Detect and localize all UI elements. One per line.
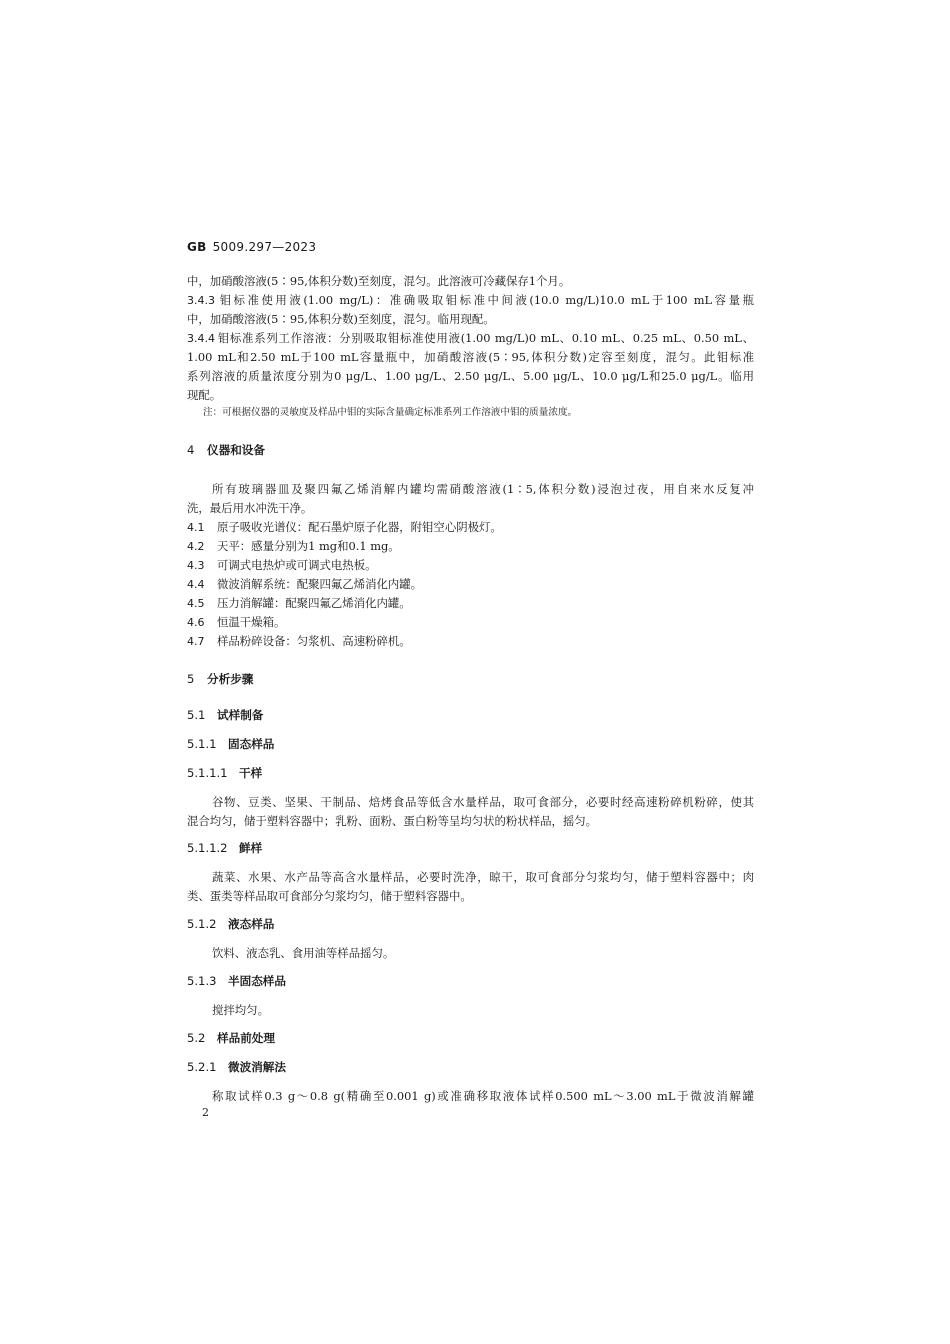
section-number: 5.1.1 [187, 737, 217, 751]
clause-3-4-4-line-2: 1.00 mL和2.50 mL于100 mL容量瓶中，加硝酸溶液(5∶95,体积分数)定容至刻度，混匀。此钼标准 [187, 350, 754, 364]
section-5-1-3-heading [187, 973, 286, 989]
clause-3-4-4-line-1: 3.4.4 钼标准系列工作溶液：分别吸取钼标准使用液(1.00 mg/L)0 mL、0.10 mL、0.25 mL、0.50 mL、 [187, 329, 754, 348]
section-number: 5.1.1.1 [187, 766, 228, 780]
section-4-intro-line-2: 洗，最后用水冲洗干净。 [187, 501, 313, 515]
list-item: 4.6 恒温干燥箱。 [187, 615, 286, 629]
paragraph-line: 中，加硝酸溶液(5∶95,体积分数)至刻度，混匀。此溶液可冷藏保存1个月。 [187, 274, 571, 288]
section-5-2-1-heading [187, 1059, 286, 1075]
clause-3-4-3-line-1: 3.4.3 钼标准使用液(1.00 mg/L)：准确吸取钼标准中间液(10.0 mg/L)10.0 mL于100 mL容量瓶 [187, 291, 754, 310]
section-5-1-1-2-line-2: 类、蛋类等样品取可食部分匀浆均匀，储于塑料容器中。 [187, 889, 472, 903]
standard-prefix: GB [187, 240, 207, 254]
section-5-1-1-2-heading [187, 840, 262, 856]
clause-3-4-3-line-2: 中，加硝酸溶液(5∶95,体积分数)至刻度，混匀。临用现配。 [187, 312, 495, 326]
section-title: 固态样品 [228, 737, 275, 751]
section-title: 半固态样品 [228, 974, 286, 988]
section-title: 样品前处理 [217, 1031, 275, 1045]
section-title: 仪器和设备 [207, 443, 265, 457]
section-number: 5.1.1.2 [187, 841, 228, 855]
list-item: 4.4 微波消解系统：配聚四氟乙烯消化内罐。 [187, 577, 423, 591]
section-number: 5.1.2 [187, 917, 217, 931]
section-5-1-2-heading [187, 916, 274, 932]
clause-number: 3.4.3 [187, 294, 215, 307]
section-number: 5.2 [187, 1031, 206, 1045]
section-number: 5.1 [187, 708, 206, 722]
section-title: 液态样品 [228, 917, 275, 931]
section-5-2-1-line-1: 称取试样0.3 g～0.8 g(精确至0.001 g)或准确移取液体试样0.500 mL～3.00 mL于微波消解罐 [212, 1089, 754, 1103]
list-item: 4.7 样品粉碎设备：匀浆机、高速粉碎机。 [187, 634, 411, 648]
section-5-1-3-text: 搅拌均匀。 [212, 1003, 269, 1017]
section-5-heading [187, 671, 253, 687]
clause-number: 3.4.4 [187, 332, 215, 345]
section-number: 5.2.1 [187, 1060, 217, 1074]
section-5-1-1-2-line-1: 蔬菜、水果、水产品等高含水量样品，必要时洗净，晾干，取可食部分匀浆均匀，储于塑料容器中；肉 [212, 870, 754, 884]
section-number: 5 [187, 672, 195, 686]
section-5-1-1-1-line-1: 谷物、豆类、坚果、干制品、焙烤食品等低含水量样品，取可食部分，必要时经高速粉碎机粉碎，使其 [212, 795, 754, 809]
section-5-1-1-1-heading [187, 765, 262, 781]
clause-3-4-4-line-4: 现配。 [187, 388, 222, 402]
list-item: 4.3 可调式电热炉或可调式电热板。 [187, 558, 377, 572]
section-number: 5.1.3 [187, 974, 217, 988]
section-title: 试样制备 [217, 708, 264, 722]
section-5-1-heading [187, 707, 263, 723]
section-4-intro-line-1: 所有玻璃器皿及聚四氟乙烯消解内罐均需硝酸溶液(1∶5,体积分数)浸泡过夜，用自来水反复冲 [212, 482, 754, 496]
section-5-1-1-heading [187, 736, 274, 752]
page-number: 2 [202, 1106, 209, 1119]
list-item: 4.1 原子吸收光谱仪：配石墨炉原子化器，附钼空心阴极灯。 [187, 520, 502, 534]
section-title: 干样 [239, 766, 263, 780]
standard-code [187, 240, 316, 254]
note: 注：可根据仪器的灵敏度及样品中钼的实际含量确定标准系列工作溶液中钼的质量浓度。 [203, 407, 578, 418]
section-title: 鲜样 [239, 841, 263, 855]
list-item: 4.5 压力消解罐：配聚四氟乙烯消化内罐。 [187, 596, 411, 610]
section-number: 4 [187, 443, 195, 457]
section-4-heading [187, 442, 265, 458]
section-title: 分析步骤 [207, 672, 254, 686]
section-5-1-1-1-line-2: 混合均匀，储于塑料容器中；乳粉、面粉、蛋白粉等呈均匀状的粉状样品，摇匀。 [187, 814, 598, 828]
section-title: 微波消解法 [228, 1060, 286, 1074]
clause-3-4-4-line-3: 系列溶液的质量浓度分别为0 μg/L、1.00 μg/L、2.50 μg/L、5.00 μg/L、10.0 μg/L和25.0 μg/L。临用 [187, 369, 754, 383]
section-5-2-heading [187, 1030, 275, 1046]
list-item: 4.2 天平：感量分别为1 mg和0.1 mg。 [187, 539, 400, 553]
section-5-1-2-text: 饮料、液态乳、食用油等样品摇匀。 [212, 946, 395, 960]
standard-number: 5009.297—2023 [212, 240, 317, 254]
